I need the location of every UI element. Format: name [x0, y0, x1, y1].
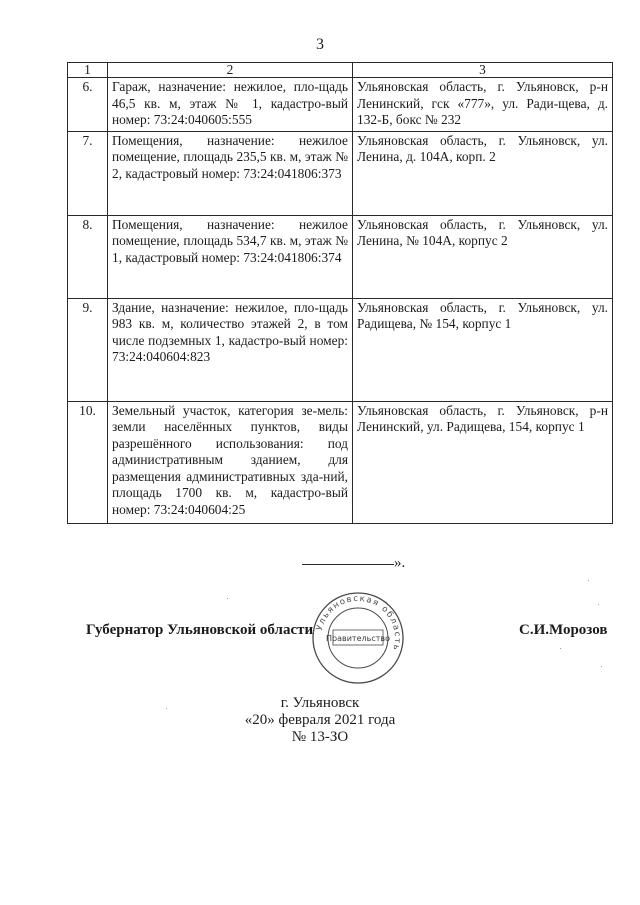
row-number: 10.	[68, 401, 108, 523]
row-number: 6.	[68, 78, 108, 132]
column-header-number: 1	[68, 63, 108, 78]
closing-rule	[302, 564, 394, 565]
page-number: 3	[316, 36, 324, 53]
table-row	[68, 401, 613, 523]
table-row	[68, 78, 613, 132]
property-address: Ульяновская область, г. Ульяновск, ул. Ленина, № 104А, корпус 2	[353, 215, 613, 298]
seal-center-text: Правительство	[326, 634, 390, 643]
property-description: Земельный участок, категория зе-мель: земли населённых пунктов, виды разрешённого использования: под административным зданием, для размещения административных зда-ний, площадь 1700 кв. м, кадастро-вый номер: 73:24:040604:25	[108, 401, 353, 523]
property-address: Ульяновская область, г. Ульяновск, ул. Ленина, д. 104А, корп. 2	[353, 131, 613, 215]
official-seal	[311, 591, 405, 685]
document-footer	[0, 695, 640, 746]
signatory-title: Губернатор Ульяновской области	[86, 622, 314, 638]
table-row	[68, 298, 613, 401]
signatory-name: С.И.Морозов	[519, 622, 608, 638]
row-number: 7.	[68, 131, 108, 215]
property-address: Ульяновская область, г. Ульяновск, р-н Ленинский, гск «777», ул. Ради-щева, д. 132-Б, бокс № 232	[353, 78, 613, 132]
column-header-address: 3	[353, 63, 613, 78]
row-number: 8.	[68, 215, 108, 298]
table-row	[68, 131, 613, 215]
property-description: Здание, назначение: нежилое, пло-щадь 983 кв. м, количество этажей 2, в том числе подземных 1, кадастро-вый номер: 73:24:040604:823	[108, 298, 353, 401]
footer-city: г. Ульяновск	[280, 695, 360, 711]
table-row	[68, 215, 613, 298]
property-table	[67, 62, 613, 524]
seal-ring-text: Ульяновская область	[314, 593, 403, 653]
property-address: Ульяновская область, г. Ульяновск, ул. Радищева, № 154, корпус 1	[353, 298, 613, 401]
property-description: Помещения, назначение: нежилое помещение, площадь 235,5 кв. м, этаж № 2, кадастровый номер: 73:24:041806:373	[108, 131, 353, 215]
closing-line	[302, 555, 405, 572]
footer-date: «20» февраля 2021 года	[244, 712, 396, 728]
property-description: Гараж, назначение: нежилое, пло-щадь 46,5 кв. м, этаж № 1, кадастро-вый номер: 73:24:040605:555	[108, 78, 353, 132]
row-number: 9.	[68, 298, 108, 401]
column-header-description: 2	[108, 63, 353, 78]
footer-number: № 13-ЗО	[291, 729, 349, 745]
property-address: Ульяновская область, г. Ульяновск, р-н Ленинский, ул. Радищева, 154, корпус 1	[353, 401, 613, 523]
closing-quote: ».	[394, 555, 406, 571]
property-description: Помещения, назначение: нежилое помещение, площадь 534,7 кв. м, этаж № 1, кадастровый номер: 73:24:041806:374	[108, 215, 353, 298]
table-header-row	[68, 63, 613, 78]
